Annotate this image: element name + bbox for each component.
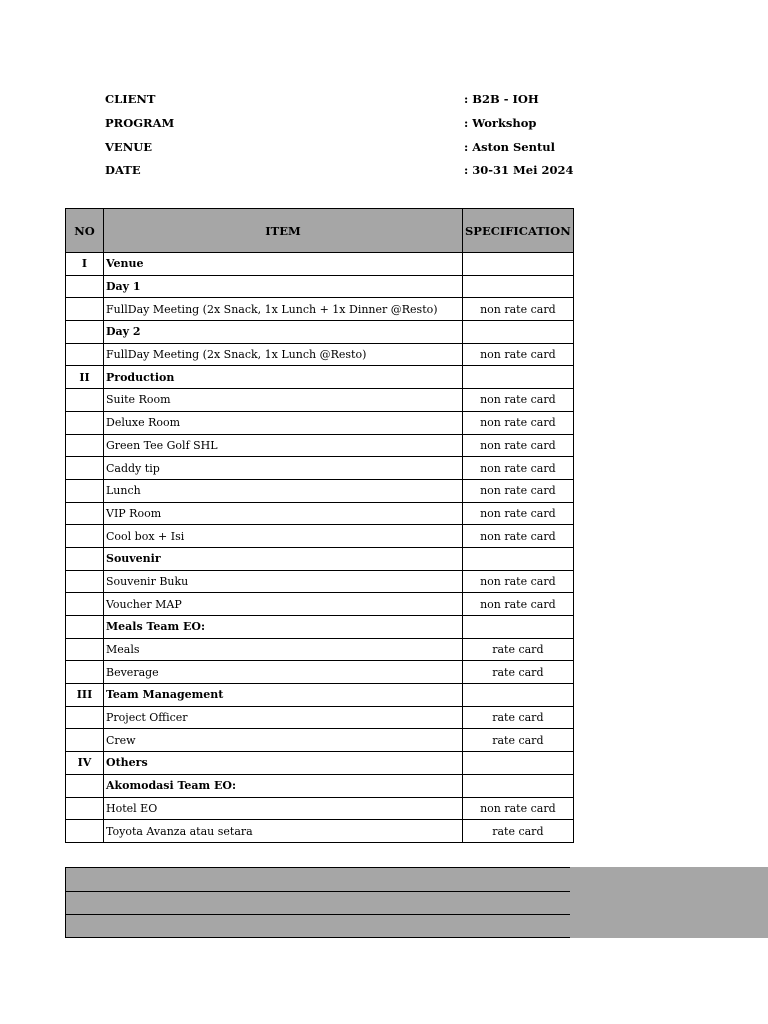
venue-value: : Aston Sentul — [464, 140, 556, 154]
row-number: III — [66, 684, 104, 707]
table-row — [66, 343, 574, 366]
specification-cell — [463, 752, 574, 775]
row-number — [66, 389, 104, 412]
row-number: II — [66, 366, 104, 389]
row-number — [66, 525, 104, 548]
row-number — [66, 820, 104, 843]
item-cell: Voucher MAP — [104, 593, 463, 616]
table-row — [66, 525, 574, 548]
table-row — [66, 797, 574, 820]
col-header-spec: SPECIFICATION — [463, 209, 574, 253]
table-row — [66, 661, 574, 684]
footer-band-row — [65, 891, 570, 915]
item-cell: FullDay Meeting (2x Snack, 1x Lunch @Resto) — [104, 343, 463, 366]
row-number — [66, 502, 104, 525]
specification-cell: non rate card — [463, 797, 574, 820]
row-number — [66, 479, 104, 502]
specification-table — [65, 208, 574, 843]
table-row — [66, 479, 574, 502]
row-number: IV — [66, 752, 104, 775]
section-heading: Day 2 — [104, 321, 463, 344]
table-header-row — [66, 209, 574, 253]
row-number — [66, 457, 104, 480]
section-heading: Team Management — [104, 684, 463, 707]
client-row — [105, 92, 575, 112]
table-row — [66, 706, 574, 729]
item-cell: Toyota Avanza atau setara — [104, 820, 463, 843]
table-row — [66, 570, 574, 593]
table-row — [66, 729, 574, 752]
section-heading: Akomodasi Team EO: — [104, 774, 463, 797]
table-row — [66, 366, 574, 389]
specification-cell: rate card — [463, 729, 574, 752]
client-value: : B2B - IOH — [464, 92, 539, 106]
table-row — [66, 774, 574, 797]
specification-cell — [463, 321, 574, 344]
table-row — [66, 457, 574, 480]
item-cell: Green Tee Golf SHL — [104, 434, 463, 457]
row-number — [66, 593, 104, 616]
specification-cell: rate card — [463, 706, 574, 729]
row-number — [66, 797, 104, 820]
specification-cell: non rate card — [463, 525, 574, 548]
specification-cell — [463, 253, 574, 276]
table-row — [66, 434, 574, 457]
specification-cell: non rate card — [463, 457, 574, 480]
item-cell: Meals — [104, 638, 463, 661]
specification-cell — [463, 774, 574, 797]
row-number — [66, 570, 104, 593]
venue-row — [105, 140, 575, 160]
specification-cell: non rate card — [463, 298, 574, 321]
section-heading: Meals Team EO: — [104, 616, 463, 639]
item-cell: Souvenir Buku — [104, 570, 463, 593]
row-number — [66, 706, 104, 729]
row-number — [66, 729, 104, 752]
table-row — [66, 253, 574, 276]
table-row — [66, 275, 574, 298]
table-row — [66, 411, 574, 434]
specification-cell — [463, 684, 574, 707]
venue-label: VENUE — [105, 140, 152, 154]
row-number — [66, 298, 104, 321]
item-cell: Project Officer — [104, 706, 463, 729]
row-number — [66, 434, 104, 457]
table-row — [66, 298, 574, 321]
specification-cell: non rate card — [463, 502, 574, 525]
gray-fill-band — [570, 867, 768, 938]
footer-band-row — [65, 867, 570, 891]
specification-cell — [463, 547, 574, 570]
table-row — [66, 547, 574, 570]
program-value: : Workshop — [464, 116, 537, 130]
specification-cell: rate card — [463, 820, 574, 843]
specification-cell: non rate card — [463, 434, 574, 457]
specification-cell: non rate card — [463, 479, 574, 502]
table-row — [66, 616, 574, 639]
table-row — [66, 752, 574, 775]
specification-cell: rate card — [463, 661, 574, 684]
table-row — [66, 502, 574, 525]
section-heading: Others — [104, 752, 463, 775]
table-row — [66, 389, 574, 412]
item-cell: Lunch — [104, 479, 463, 502]
row-number — [66, 547, 104, 570]
program-row — [105, 116, 575, 136]
specification-cell — [463, 275, 574, 298]
program-label: PROGRAM — [105, 116, 175, 130]
col-header-item: ITEM — [104, 209, 463, 253]
specification-cell — [463, 616, 574, 639]
row-number — [66, 343, 104, 366]
date-row — [105, 163, 575, 183]
row-number — [66, 275, 104, 298]
item-cell: Hotel EO — [104, 797, 463, 820]
row-number — [66, 774, 104, 797]
col-header-no: NO — [66, 209, 104, 253]
table-row — [66, 593, 574, 616]
item-cell: Caddy tip — [104, 457, 463, 480]
item-cell: FullDay Meeting (2x Snack, 1x Lunch + 1x Dinner @Resto) — [104, 298, 463, 321]
specification-cell: non rate card — [463, 593, 574, 616]
specification-cell — [463, 366, 574, 389]
table-row — [66, 321, 574, 344]
item-cell: VIP Room — [104, 502, 463, 525]
specification-cell: non rate card — [463, 343, 574, 366]
item-cell: Beverage — [104, 661, 463, 684]
row-number: I — [66, 253, 104, 276]
item-cell: Cool box + Isi — [104, 525, 463, 548]
section-heading: Souvenir — [104, 547, 463, 570]
table-row — [66, 820, 574, 843]
table-row — [66, 684, 574, 707]
row-number — [66, 638, 104, 661]
footer-band-row — [65, 914, 570, 938]
section-heading: Venue — [104, 253, 463, 276]
item-cell: Crew — [104, 729, 463, 752]
specification-cell: rate card — [463, 638, 574, 661]
row-number — [66, 616, 104, 639]
table-row — [66, 638, 574, 661]
date-label: DATE — [105, 163, 141, 177]
row-number — [66, 411, 104, 434]
specification-cell: non rate card — [463, 570, 574, 593]
specification-cell: non rate card — [463, 411, 574, 434]
row-number — [66, 661, 104, 684]
client-label: CLIENT — [105, 92, 156, 106]
date-value: : 30-31 Mei 2024 — [464, 163, 574, 177]
section-heading: Production — [104, 366, 463, 389]
row-number — [66, 321, 104, 344]
specification-cell: non rate card — [463, 389, 574, 412]
item-cell: Suite Room — [104, 389, 463, 412]
item-cell: Deluxe Room — [104, 411, 463, 434]
section-heading: Day 1 — [104, 275, 463, 298]
